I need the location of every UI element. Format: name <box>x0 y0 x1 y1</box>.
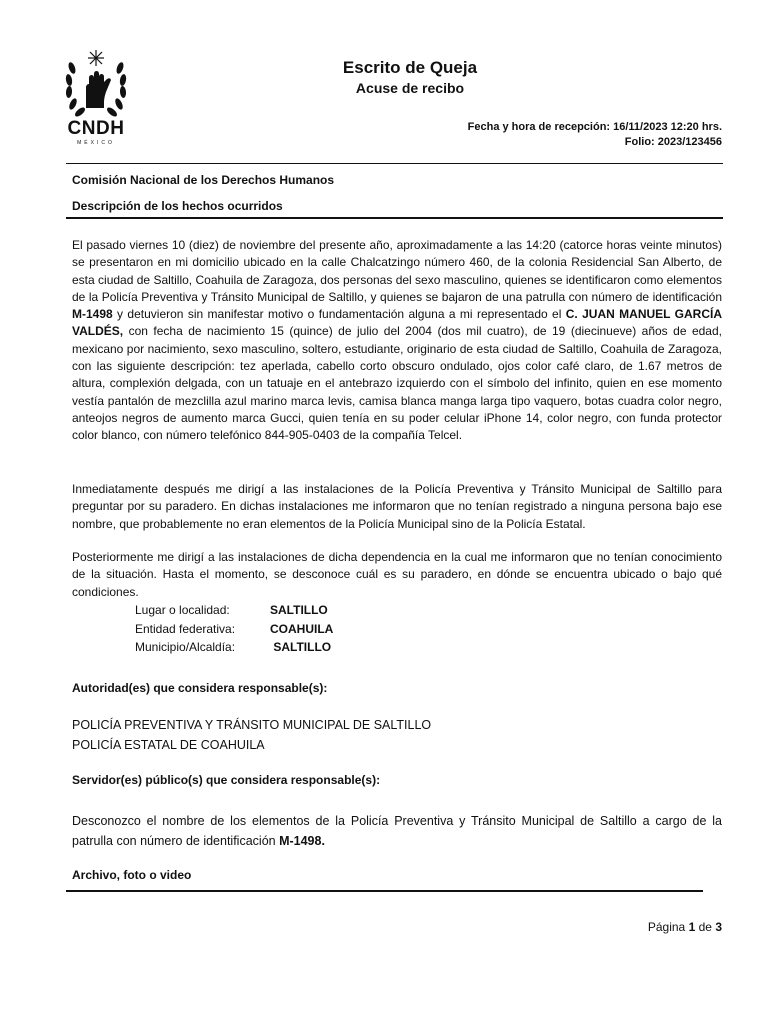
patrol-id: M-1498 <box>72 307 113 322</box>
laurel-right-icon <box>105 61 127 118</box>
document-title: Escrito de Queja <box>342 58 478 77</box>
raised-hand-icon <box>86 71 111 108</box>
paragraph-servidor: Desconozco el nombre de los elementos de la Policía Preventiva y Tránsito Municipal de Saltillo a cargo de la patrulla con número de identificación M-1498. <box>72 814 722 848</box>
section-heading-archivo: Archivo, foto o video <box>72 868 192 882</box>
section-heading-hechos: Descripción de los hechos ocurridos <box>72 199 283 213</box>
reception-datetime: Fecha y hora de recepción: 16/11/2023 12:20 hrs. <box>467 121 722 133</box>
paragraph-inmediatamente: Inmediatamente después me dirigí a las instalaciones de la Policía Preventiva y Tránsito Municipal de Saltillo para preguntar por su paradero. En dichas instalaciones me informaron que no tenían registrado a ninguna persona bajo ese nombre, que probablemente no eran elementos de la Policía Municipal sino de la Policía Estatal. <box>72 482 722 531</box>
page-number: Página 1 de 3 <box>647 920 722 934</box>
star-icon <box>88 50 104 66</box>
section-heading-servidor: Servidor(es) público(s) que considera responsable(s): <box>72 773 381 787</box>
laurel-left-icon <box>65 61 87 118</box>
field-entidad: Entidad federativa: COAHUILA <box>135 622 334 636</box>
document-subtitle: Acuse de recibo <box>355 80 465 96</box>
section-heading-autoridad: Autoridad(es) que considera responsable(s): <box>72 681 328 695</box>
logo-country: MÉXICO <box>77 140 115 146</box>
autoridad-2: POLICÍA ESTATAL DE COAHUILA <box>72 738 265 752</box>
paragraph-posteriormente: Posteriormente me dirigí a las instalaciones de dicha dependencia en la cual me informaron que no tenían conocimiento de la situación. Hasta el momento, se desconoce cuál es su paradero, en dónde se encuentra ubicado o bajo qué condiciones. <box>72 550 722 599</box>
logo-name: CNDH <box>67 118 125 139</box>
field-lugar: Lugar o localidad: SALTILLO <box>135 603 328 617</box>
autoridad-1: POLICÍA PREVENTIVA Y TRÁNSITO MUNICIPAL DE SALTILLO <box>72 718 432 732</box>
patrol-id-2: M-1498. <box>279 834 325 848</box>
section-divider-archivo <box>66 890 703 892</box>
folio-number: Folio: 2023/123456 <box>624 136 722 148</box>
section-divider <box>66 217 723 219</box>
header-divider <box>66 163 723 164</box>
organization-name: Comisión Nacional de los Derechos Humanos <box>72 173 335 187</box>
field-municipio: Municipio/Alcaldía: SALTILLO <box>135 640 332 654</box>
detained-person-name: C. JUAN MANUEL GARCÍA VALDÉS, <box>72 307 722 339</box>
paragraph-hechos: El pasado viernes 10 (diez) de noviembre del presente año, aproximadamente a las 14:20 (catorce horas veinte minutos) se presentaron en mi domicilio ubicado en la calle Chalcatzingo número 460, de la colonia Residencial San Alberto, de esta ciudad de Saltillo, Coahuila de Zaragoza, dos personas del sexo masculino, quienes se identificaron como elementos de la Policía Preventiva y Tránsito Municipal de Saltillo, y quienes se bajaron de una patrulla con número de identificación M-1498 y detuvieron sin manifestar motivo o fundamentación alguna a mi representado el C. JUAN MANUEL GARCÍA VALDÉS, con fecha de nacimiento 15 (quince) de julio del 2004 (dos mil cuatro), de 19 (diecinueve) años de edad, mexicano por nacimiento, sexo masculino, soltero, estudiante, originario de esta ciudad de Saltillo, Coahuila de Zaragoza, con las siguiente descripción: tez aperlada, cabello corto obscuro ondulado, ojos color café claro, de 1.67 metros de altura, complexión delgada, con un tatuaje en el antebrazo izquierdo con el símbolo del infinito, quien en ese momento vestía pantalón de mezclilla azul marino marca levis, camisa blanca manga larga tipo vaquero, botas cuadra color negro, anteojos negros de aumento marca Gucci, quien tenía en su poder celular iPhone 14, color negro, con funda protector color blanco, con número telefónico 844-905-0403 de la compañía Telcel. <box>72 238 722 443</box>
